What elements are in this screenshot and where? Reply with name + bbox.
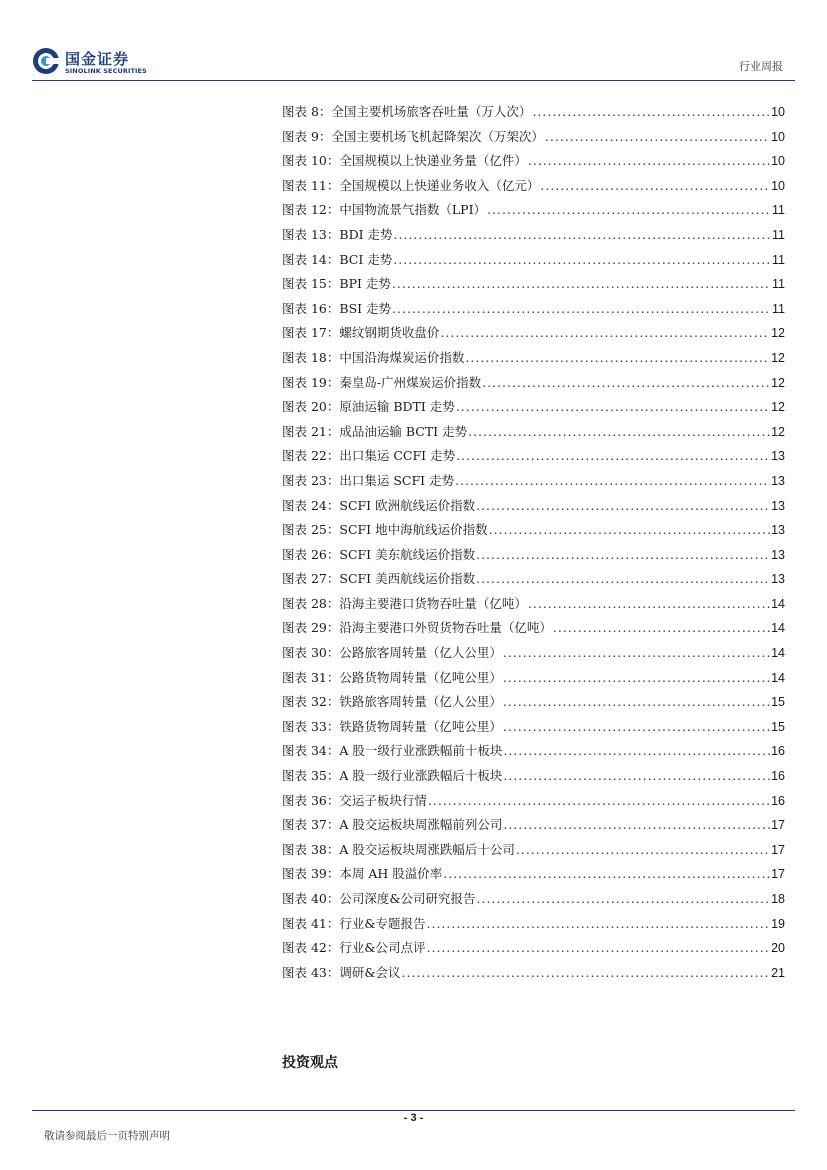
toc-entry-label: 图表 30：公路旅客周转量（亿人公里） <box>282 645 502 661</box>
toc-entry-label: 图表 8：全国主要机场旅客吞吐量（万人次） <box>282 104 532 119</box>
toc-entry-page: 12 <box>771 375 785 390</box>
toc-entry-page: 16 <box>771 744 785 759</box>
toc-entry-label: 图表 35：A 股一级行业涨跌幅后十板块 <box>282 768 503 784</box>
toc-entry-page: 17 <box>771 842 785 857</box>
toc-entry[interactable] <box>282 444 785 469</box>
toc-entry-label: 图表 18：中国沿海煤炭运价指数 <box>282 349 465 365</box>
toc-entry[interactable] <box>282 346 785 371</box>
toc-entry-label: 图表 11：全国规模以上快递业务收入（亿元） <box>282 177 540 193</box>
toc-leader-dots <box>503 666 770 691</box>
toc-entry-label: 图表 21：成品油运输 BCTI 走势 <box>282 423 468 439</box>
toc-entry-page: 12 <box>771 400 785 415</box>
toc-entry-label: 图表 28：沿海主要港口货物吞吐量（亿吨） <box>282 595 527 611</box>
toc-entry[interactable] <box>282 961 785 986</box>
toc-entry[interactable] <box>282 789 785 814</box>
toc-leader-dots <box>465 346 770 371</box>
toc-entry-label: 图表 38：A 股交运板块周涨跌幅后十公司 <box>282 841 515 857</box>
toc-entry-label: 图表 43：调研&会议 <box>282 964 401 980</box>
toc-entry-page: 14 <box>771 596 785 611</box>
toc-entry[interactable] <box>282 272 785 297</box>
toc-leader-dots <box>503 641 770 666</box>
toc-entry-page: 19 <box>771 916 785 931</box>
toc-entry[interactable] <box>282 100 785 125</box>
toc-entry-page: 10 <box>771 154 785 169</box>
toc-entry-page: 20 <box>771 941 785 956</box>
section-heading: 投资观点 <box>282 1055 338 1071</box>
toc-leader-dots <box>503 690 770 715</box>
toc-entry[interactable] <box>282 838 785 863</box>
toc-entry[interactable] <box>282 223 785 248</box>
toc-entry-page: 12 <box>771 350 785 365</box>
toc-entry[interactable] <box>282 248 785 273</box>
toc-leader-dots <box>394 223 772 248</box>
toc-entry-label: 图表 36：交运子板块行情 <box>282 792 427 808</box>
toc-leader-dots <box>440 321 770 346</box>
toc-entry-page: 11 <box>772 301 785 316</box>
toc-entry-page: 12 <box>771 326 785 341</box>
toc-leader-dots <box>532 100 770 125</box>
toc-entry[interactable] <box>282 567 785 592</box>
toc-entry[interactable] <box>282 174 785 199</box>
toc-entry-label: 图表 19：秦皇岛-广州煤炭运价指数 <box>282 374 482 390</box>
toc-entry-page: 17 <box>771 818 785 833</box>
toc-entry-page: 14 <box>771 646 785 661</box>
toc-leader-dots <box>489 518 771 543</box>
toc-entry-page: 16 <box>771 793 785 808</box>
toc-entry[interactable] <box>282 739 785 764</box>
toc-entry-label: 图表 32：铁路旅客周转量（亿人公里） <box>282 694 502 710</box>
toc-entry-label: 图表 23：出口集运 SCFI 走势 <box>282 472 455 488</box>
toc-entry-label: 图表 9：全国主要机场飞机起降架次（万架次） <box>282 128 544 144</box>
toc-entry-page: 13 <box>771 449 785 464</box>
toc-entry-page: 10 <box>771 129 785 144</box>
page-number: - 3 - <box>403 1112 424 1124</box>
toc-entry-label: 图表 39：本周 AH 股溢价率 <box>282 866 443 882</box>
toc-entry[interactable] <box>282 149 785 174</box>
toc-entry-label: 图表 24：SCFI 欧洲航线运价指数 <box>282 497 476 513</box>
toc-entry-page: 21 <box>771 965 785 980</box>
toc-entry-page: 11 <box>772 252 785 267</box>
toc-entry-page: 12 <box>771 424 785 439</box>
toc-entry-page: 16 <box>771 769 785 784</box>
toc-leader-dots <box>393 248 771 273</box>
toc-entry-page: 18 <box>771 892 785 906</box>
toc-entry-page: 13 <box>771 547 785 562</box>
toc-entry[interactable] <box>282 371 785 396</box>
toc-entry-page: 14 <box>771 670 785 685</box>
toc-leader-dots <box>487 198 771 223</box>
toc-entry[interactable] <box>282 912 785 937</box>
toc-entry-label: 图表 13：BDI 走势 <box>282 226 393 242</box>
toc-leader-dots <box>468 420 770 445</box>
toc-entry[interactable] <box>282 518 785 543</box>
toc-leader-dots <box>427 936 771 961</box>
company-logo <box>32 47 162 81</box>
toc-leader-dots <box>528 592 770 617</box>
toc-entry-page: 11 <box>772 277 785 292</box>
toc-entry[interactable] <box>282 862 785 887</box>
toc-entry[interactable] <box>282 543 785 568</box>
toc-leader-dots <box>427 912 771 937</box>
toc-leader-dots <box>503 813 770 838</box>
toc-entry-page: 13 <box>771 572 785 587</box>
toc-leader-dots <box>503 739 770 764</box>
toc-entry[interactable] <box>282 494 785 519</box>
toc-leader-dots <box>503 764 770 789</box>
report-type-label: 行业周报 <box>739 60 783 73</box>
toc-entry-page: 11 <box>772 203 785 218</box>
toc-entry-label: 图表 14：BCI 走势 <box>282 251 393 267</box>
toc-entry[interactable] <box>282 887 785 912</box>
toc-entry-label: 图表 42：行业&公司点评 <box>282 940 426 956</box>
toc-entry-page: 11 <box>772 227 785 242</box>
toc-entry[interactable] <box>282 641 785 666</box>
toc-entry[interactable] <box>282 125 785 150</box>
figure-index-list <box>282 100 785 985</box>
toc-entry-label: 图表 20：原油运输 BDTI 走势 <box>282 399 455 415</box>
toc-entry-label: 图表 40：公司深度&公司研究报告 <box>282 891 476 906</box>
footer-divider <box>32 1110 795 1111</box>
header-divider <box>32 80 795 81</box>
toc-entry[interactable] <box>282 420 785 445</box>
toc-entry[interactable] <box>282 321 785 346</box>
toc-entry-page: 13 <box>771 498 785 513</box>
toc-leader-dots <box>540 174 770 199</box>
logo-english-name: SINOLINK SECURITIES <box>65 67 147 75</box>
logo-chinese-name: 国金证券 <box>65 50 130 68</box>
toc-leader-dots <box>528 149 770 174</box>
toc-leader-dots <box>392 297 771 322</box>
toc-entry-label: 图表 34：A 股一级行业涨跌幅前十板块 <box>282 743 503 759</box>
toc-leader-dots <box>428 789 770 814</box>
toc-entry-page: 10 <box>771 105 785 119</box>
toc-leader-dots <box>402 961 771 986</box>
toc-leader-dots <box>545 125 770 150</box>
toc-entry-label: 图表 37：A 股交运板块周涨幅前列公司 <box>282 817 503 833</box>
toc-leader-dots <box>477 887 771 912</box>
toc-entry[interactable] <box>282 764 785 789</box>
toc-entry-label: 图表 10：全国规模以上快递业务量（亿件） <box>282 153 527 169</box>
toc-leader-dots <box>443 862 770 887</box>
toc-entry[interactable] <box>282 616 785 641</box>
toc-entry-page: 13 <box>771 473 785 488</box>
page-header <box>0 0 827 80</box>
toc-entry-page: 13 <box>771 523 785 538</box>
toc-leader-dots <box>482 371 770 396</box>
toc-entry-label: 图表 29：沿海主要港口外贸货物吞吐量（亿吨） <box>282 620 552 636</box>
toc-entry-label: 图表 27：SCFI 美西航线运价指数 <box>282 571 476 587</box>
toc-leader-dots <box>476 494 770 519</box>
toc-leader-dots <box>392 272 771 297</box>
toc-entry[interactable] <box>282 690 785 715</box>
toc-entry-label: 图表 25：SCFI 地中海航线运价指数 <box>282 522 488 538</box>
toc-entry[interactable] <box>282 936 785 961</box>
toc-entry-label: 图表 17：螺纹钢期货收盘价 <box>282 325 440 341</box>
toc-entry-label: 图表 26：SCFI 美东航线运价指数 <box>282 546 476 562</box>
toc-leader-dots <box>553 616 770 641</box>
toc-leader-dots <box>456 444 770 469</box>
toc-entry[interactable] <box>282 297 785 322</box>
toc-entry[interactable] <box>282 469 785 494</box>
toc-leader-dots <box>456 395 770 420</box>
toc-entry-label: 图表 41：行业&专题报告 <box>282 915 426 931</box>
toc-entry[interactable] <box>282 813 785 838</box>
toc-leader-dots <box>516 838 770 863</box>
toc-entry-label: 图表 12：中国物流景气指数（LPI） <box>282 202 487 218</box>
disclaimer-note: 敬请参阅最后一页特别声明 <box>44 1130 170 1142</box>
toc-leader-dots <box>503 715 770 740</box>
toc-entry[interactable] <box>282 715 785 740</box>
sinolink-logo-icon <box>32 47 60 75</box>
toc-leader-dots <box>476 543 770 568</box>
toc-entry-label: 图表 16：BSI 走势 <box>282 300 392 316</box>
toc-leader-dots <box>476 567 770 592</box>
toc-leader-dots <box>455 469 770 494</box>
toc-entry-page: 10 <box>771 178 785 193</box>
toc-entry-label: 图表 15：BPI 走势 <box>282 276 391 292</box>
toc-entry-page: 17 <box>771 867 785 882</box>
toc-entry-label: 图表 33：铁路货物周转量（亿吨公里） <box>282 718 502 734</box>
toc-entry[interactable] <box>282 395 785 420</box>
toc-entry[interactable] <box>282 666 785 691</box>
toc-entry-page: 15 <box>771 695 785 710</box>
toc-entry-label: 图表 31：公路货物周转量（亿吨公里） <box>282 669 502 685</box>
toc-entry-page: 14 <box>771 621 785 636</box>
toc-entry-label: 图表 22：出口集运 CCFI 走势 <box>282 448 456 464</box>
toc-entry[interactable] <box>282 198 785 223</box>
toc-entry-page: 15 <box>771 719 785 734</box>
toc-entry[interactable] <box>282 592 785 617</box>
